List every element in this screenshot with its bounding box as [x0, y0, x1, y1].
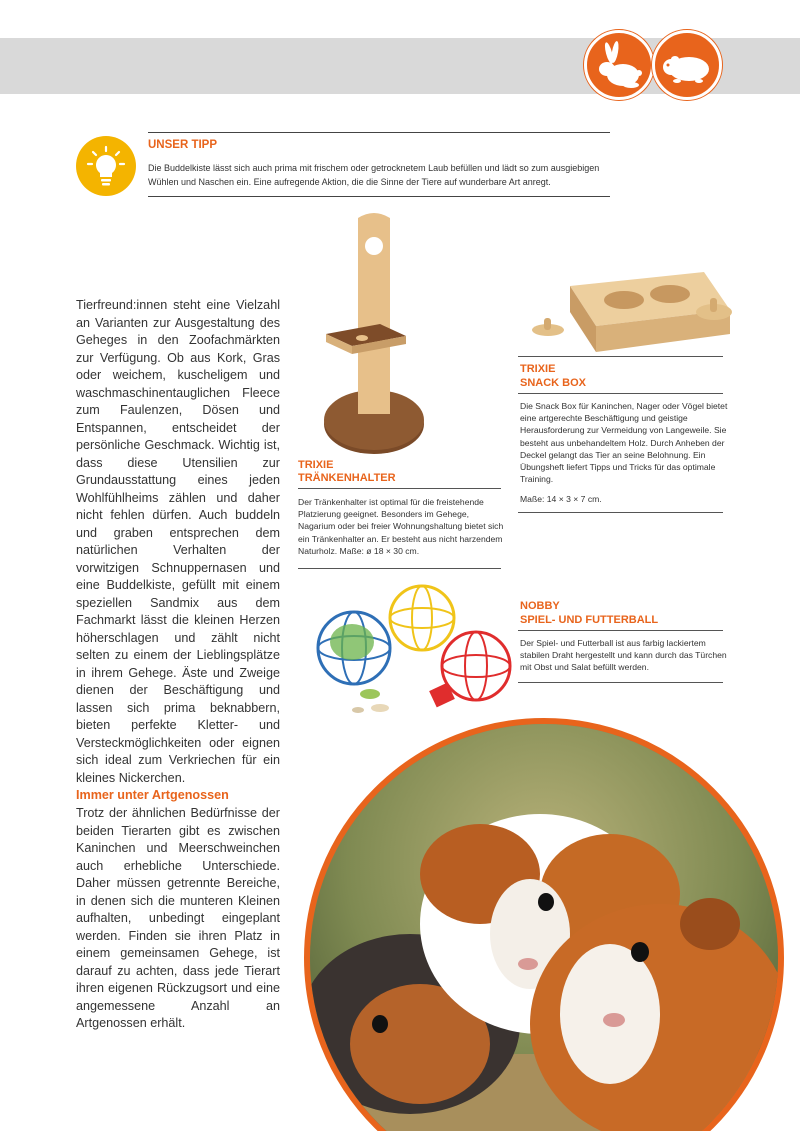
futterball-brand: NOBBY	[520, 600, 560, 612]
rabbit-icon	[587, 33, 651, 97]
snack-box-image	[518, 262, 742, 354]
snack-box-size: Maße: 14 × 3 × 7 cm.	[520, 494, 602, 504]
lightbulb-icon	[76, 136, 136, 196]
snack-box-name: SNACK BOX	[520, 377, 587, 389]
tip-text: Die Buddelkiste lässt sich auch prima mit frischem oder getrocknetem Laub befüllen und lädt so zum ausgiebigen Wühlen und Naschen ein. Eine aufregende Aktion, die die Sinne der Tiere auf wunderbare Art anregt.	[148, 163, 600, 187]
guinea-pigs-photo	[304, 718, 784, 1131]
traenkenhalter-bottom-rule	[298, 568, 501, 569]
snack-box-text: Die Snack Box für Kaninchen, Nager oder Vögel bietet eine artgerechte Beschäftigung und geistige Herausforderung zur Vermeidung von Langeweile. Sie besteht aus unbehandeltem Holz. Durch Anheben der Deckel gelangt das Tier an seine Belohnung. Ein Übungsheft liefert Tipps und Tricks für das optimale Training.	[520, 401, 728, 485]
article-paragraph-2: Trotz der ähnlichen Bedürfnisse der beiden Tierarten gibt es zwischen Kaninchen und Meerschweinchen auch erhebliche Unterschiede. Daher müssen getrennte Bereiche, in denen sich die munteren Kleinen aufhalten, unbedingt eingeplant werden. Finden sie ihren Platz in einem gemeinsamen Gehege, ist darauf zu achten, dass jede Tierart ihren eigenen Rückzugsort und eine angemessene Anzahl an Artgenossen erhält.	[76, 806, 280, 1030]
traenkenhalter-text: Der Tränkenhalter ist optimal für die freistehende Platzierung geeignet. Besonders im Gehege, Nagarium oder bei freier Wohnungshaltung bietet sich ein Tränkenhalter an. Er besteht aus nicht harzendem Naturholz. Maße: ø 18 × 30 cm.	[298, 497, 504, 556]
tip-title: UNSER TIPP	[148, 139, 218, 151]
article-paragraph-1: Tierfreund:innen steht eine Vielzahl an Varianten zur Ausgestaltung des Geheges in den Zoofachmärkten zur Verfügung. Ob aus Kork, Gras oder weichem, kuscheligem und waschmaschinentauglichen Fleece zum Faulenzen, Dösen und Entspannen, entscheidet der persönliche Geschmack. Wichtig ist, dass diese Utensilien zur Grundausstattung eines jeden Wohlfühlheims zählen und daher nicht fehlen dürfen. Auch buddeln und graben entsprechen dem natürlichen Verhalten der vorwitzigen Schnuppernasen und eine Buddelkiste, gefüllt mit einem speziellen Sandmix aus dem Fachmarkt lässt die kleinen Herzen höherschlagen und zählt nicht selten zu einem der Lieblingsplätze in ihrem Gehege. Äste und Zweige dienen der Beschäftigung und lassen sich prima beknabbern, bieten perfekte Kletter- und Versteckmöglichkeiten oder eignen sich ideal zum Verkriechen für ein kleines Nickerchen.	[76, 298, 280, 785]
snack-box-top-rule	[518, 356, 723, 357]
traenkenhalter-image	[318, 212, 430, 457]
futterball-top-rule	[518, 630, 723, 631]
snack-box-brand: TRIXIE	[520, 363, 556, 375]
traenkenhalter-top-rule	[298, 488, 501, 489]
article-subheading: Immer unter Artgenossen	[76, 788, 229, 802]
traenkenhalter-name: TRÄNKENHALTER	[298, 472, 396, 484]
futterball-text: Der Spiel- und Futterball ist aus farbig lackiertem stabilen Draht hergestellt und kann durch das Türchen mit Obst und Salat befüllt werden.	[520, 638, 727, 673]
snack-box-bottom-rule	[518, 512, 723, 513]
rabbit-badge	[584, 30, 654, 100]
futterball-bottom-rule	[518, 682, 723, 683]
snack-box-mid-rule	[518, 393, 723, 394]
tip-badge	[76, 136, 136, 196]
guinea-pig-badge	[652, 30, 722, 100]
traenkenhalter-brand: TRIXIE	[298, 459, 334, 471]
guinea-pigs-illustration	[310, 724, 778, 1131]
guinea-pig-icon	[655, 33, 719, 97]
futterball-image	[306, 582, 526, 718]
tip-bottom-rule	[148, 196, 610, 197]
futterball-name: SPIEL- UND FUTTERBALL	[520, 614, 659, 626]
tip-top-rule	[148, 132, 610, 133]
